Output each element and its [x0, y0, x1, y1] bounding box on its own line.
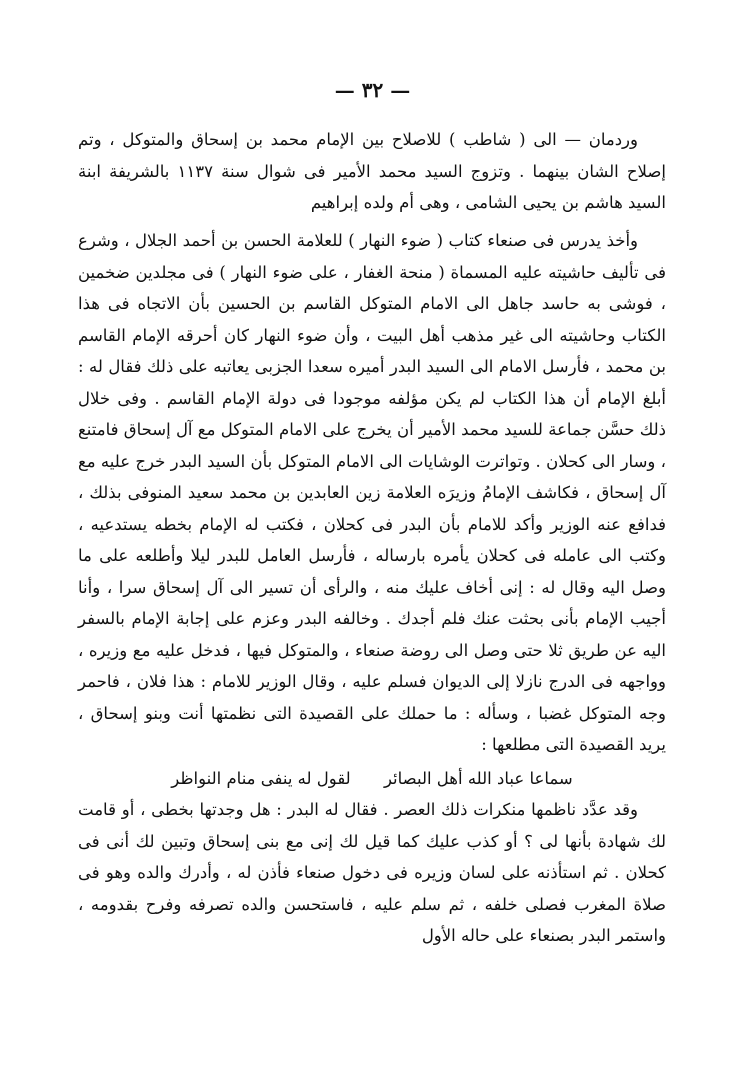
page-number: — ٣٢ —	[334, 78, 411, 102]
verse-second-hemistich: لقول له ينفى منام النواظر	[171, 769, 351, 788]
paragraph-text: وقد عدَّد ناظمها منكرات ذلك العصر . فقال له البدر : هل وجدتها بخطى ، أو قامت لك شهادة بأنها لى ؟ أو كذب عليك كما قيل لك إنى مع بنى إسحاق وتبين لك أنى فى كحلان . ثم استأذنه على لسان وزيره فى دخول صنعاء فأذن له ، وأدرك والده وهو فى صلاة المغرب فصلى خلفه ، ثم سلم عليه ، فاستحسن والده تصرفه وفرح بقدومه ، واستمر البدر بصنعاء على حاله الأول	[78, 800, 666, 945]
poem-verse	[78, 764, 666, 794]
paragraph-text: وردمان — الى ( شاطب ) للاصلاح بين الإمام محمد بن إسحاق والمتوكل ، وتم إصلاح الشان بينهما . وتزوج السيد محمد الأمير فى شوال سنة ١١٣٧ بالشريفة ابنة السيد هاشم بن يحيى الشامى ، وهى أم ولده إبراهيم	[78, 130, 666, 212]
paragraph-marriage	[78, 124, 666, 219]
verse-first-hemistich: سماعا عباد الله أهل البصائر	[383, 769, 573, 788]
paragraph-closing	[78, 794, 666, 952]
paragraph-text: وأخذ يدرس فى صنعاء كتاب ( ضوء النهار ) للعلامة الحسن بن أحمد الجلال ، وشرع فى تأليف حاشيته عليه المسماة ( منحة الغفار ، على ضوء النهار ) فى مجلدين ضخمين ، فوشى به حاسد جاهل الى الامام المتوكل القاسم بن الحسين بأن الاتجاه فى هذا الكتاب وحاشيته الى غير مذهب أهل البيت ، وأن ضوء النهار كان أحرقه الإمام القاسم بن محمد ، فأرسل الامام الى السيد البدر أميره سعدا الجزبى يعاتبه على ذلك فقال له : أبلغ الإمام أن هذا الكتاب لم يكن مؤلفه موجودا فى دولة الإمام القاسم . وفى خلال ذلك حسَّن جماعة للسيد محمد الأمير أن يخرج على الامام المتوكل مع آل إسحاق فامتنع ، وسار الى كحلان . وتواترت الوشايات الى الامام المتوكل بأن السيد البدر خرج عليه مع آل إسحاق ، فكاشف الإمامُ وزيرَه العلامة زين العابدين بن محمد سعيد المنوفى بذلك ، فدافع عنه الوزير وأكد للامام بأن البدر فى كحلان ، فكتب له الإمام بخطه يستدعيه ، وكتب الى عامله فى كحلان يأمره بارساله ، فأرسل العامل للبدر ليلا وأطلعه على ما وصل اليه وقال له : إنى أخاف عليك منه ، والرأى أن تسير الى آل إسحاق سرا ، وأنا أجيب الإمام بأنى بحثت عنك فلم أجدك . وخالفه البدر وعزم على إجابة الإمام بالسفر اليه عن طريق ثلا حتى وصل الى روضة صنعاء ، والمتوكل فيها ، فدخل عليه مع وزيره ، وواجهه فى الدرج نازلا إلى الديوان فسلم عليه ، وقال الوزير للامام : هذا فلان ، فاحمر وجه المتوكل غضبا ، وسأله : ما حملك على القصيدة التى نظمتها أنت وبنو إسحاق ، يريد القصيدة التى مطلعها :	[78, 231, 666, 754]
paragraph-daw-al-nahar	[78, 225, 666, 761]
